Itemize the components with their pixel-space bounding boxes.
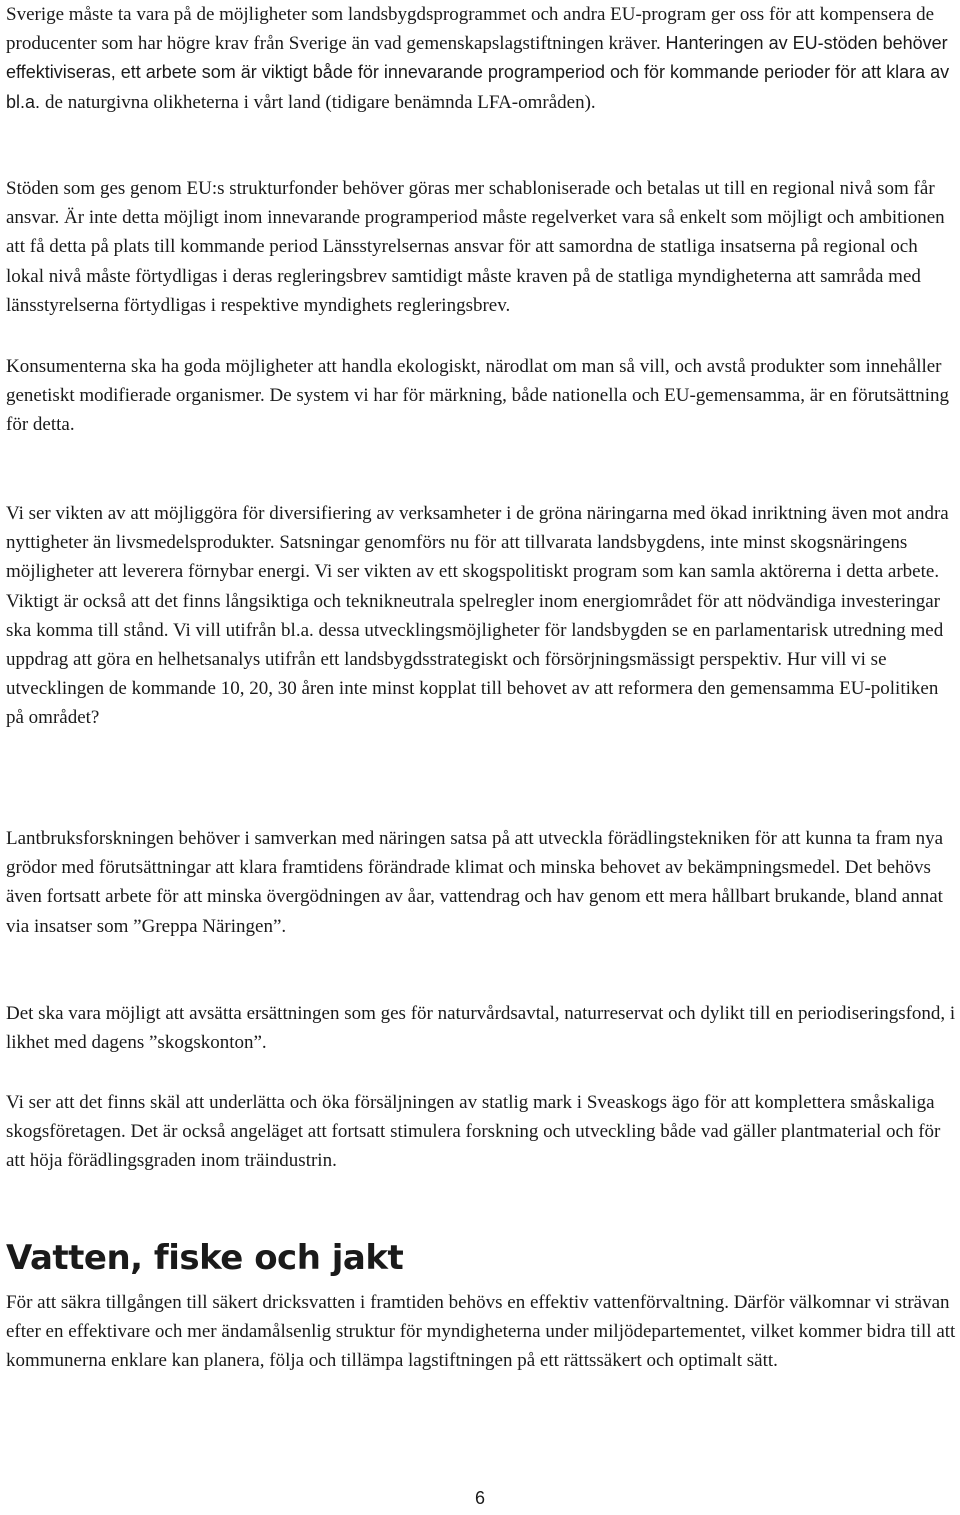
paragraph-water-management: För att säkra tillgången till säkert dricksvatten i framtiden behövs en effektiv vattenförvaltning. Därför välkomnar vi strävan efter en effektivare och mer ändamålsenlig struktur för myndigheterna under miljödepartementet, vilket kommer bidra till att kommunerna enklare kan planera, följa och tillämpa lagstiftningen på ett rättssäkert och optimalt sätt. [6,1292,956,1372]
paragraph-compensation: Det ska vara möjligt att avsätta ersättningen som ges för naturvårdsavtal, naturreservat och dylikt till en periodiseringsfond, i likhet med dagens ”skogskonton”. [6,1003,956,1054]
paragraph-eu-programs-part1: Sverige måste ta vara på de möjligheter som landsbygdsprogrammet och andra EU-program ger oss för att kompensera de producenter som har högre krav från Sverige än vad gemenskapslagstiftningen kräver. [6,4,935,55]
page-number: 6 [474,1488,485,1508]
paragraph-state-land: Vi ser att det finns skäl att underlätta och öka försäljningen av statlig mark i Sveaskogs ägo för att komplettera småskaliga skogsföretagen. Det är också angeläget att fortsatt stimulera forskning och utveckling både vad gäller plantmaterial och för att höja förädlingsgraden inom träindustrin. [6,1092,941,1172]
paragraph-structural-funds: Stöden som ges genom EU:s strukturfonder behöver göras mer schabloniserade och betalas ut till en regional nivå som får ansvar. Är inte detta möjligt inom innevarande programperiod måste regelverket vara så enkelt som möjligt och ambitionen att få detta på plats till kommande period Länsstyrelsernas ansvar för att samordna de statliga insatserna på regional och lokal nivå måste förtydligas i deras regleringsbrev samtidigt måste kraven på de statliga myndigheterna att samråda med länsstyrelserna förtydligas i respektive myndighets regleringsbrev. [6,178,945,316]
paragraph-agricultural-research: Lantbruksforskningen behöver i samverkan med näringen satsa på att utveckla förädlingstekniken för att kunna ta fram nya grödor med förutsättningar att klara framtidens förändrade klimat och minska behovet av bekämpningsmedel. Det behövs även fortsatt arbete för att minska övergödningen av åar, vattendrag och hav genom ett mera hållbart brukande, bland annat via insatser som ”Greppa Näringen”. [6,828,944,937]
paragraph-eu-programs [6,0,956,117]
paragraph-eu-programs-part2: Hanteringen av EU-stöden behöver effektiviseras, ett arbete som är viktigt både för innevarande programperiod och för kommande perioder för att klara av bl.a. [6,33,950,112]
paragraph-consumers: Konsumenterna ska ha goda möjligheter att handla ekologiskt, närodlat om man så vill, och avstå produkter som innehåller genetiskt modifierade organismer. De system vi har för märkning, både nationella och EU-gemensamma, är en förutsättning för detta. [6,356,950,436]
section-heading: Vatten, fiske och jakt [6,1238,404,1278]
paragraph-eu-programs-part3: de naturgivna olikheterna i vårt land (tidigare benämnda LFA-områden). [45,91,596,113]
paragraph-diversification: Vi ser vikten av att möjliggöra för diversifiering av verksamheter i de gröna näringarna med ökad inriktning även mot andra nyttigheter än livsmedelsprodukter. Satsningar genomförs nu för att tillvarata landsbygdens, inte minst skogsnäringens möjligheter att leverera förnybar energi. Vi ser vikten av ett skogspolitiskt program som kan samla aktörerna i detta arbete. Viktigt är också att det finns långsiktiga och teknikneutrala spelregler inom energiområdet för att nödvändiga investeringar ska komma till stånd. Vi vill utifrån bl.a. dessa utvecklingsmöjligheter för landsbygden se en parlamentarisk utredning med uppdrag att göra en helhetsanalys utifrån ett landsbygdsstrategiskt och försörjningsmässigt perspektiv. Hur vill vi se utvecklingen de kommande 10, 20, 30 åren inte minst kopplat till behovet av att reformera den gemensamma EU-politiken på området? [6,503,949,729]
